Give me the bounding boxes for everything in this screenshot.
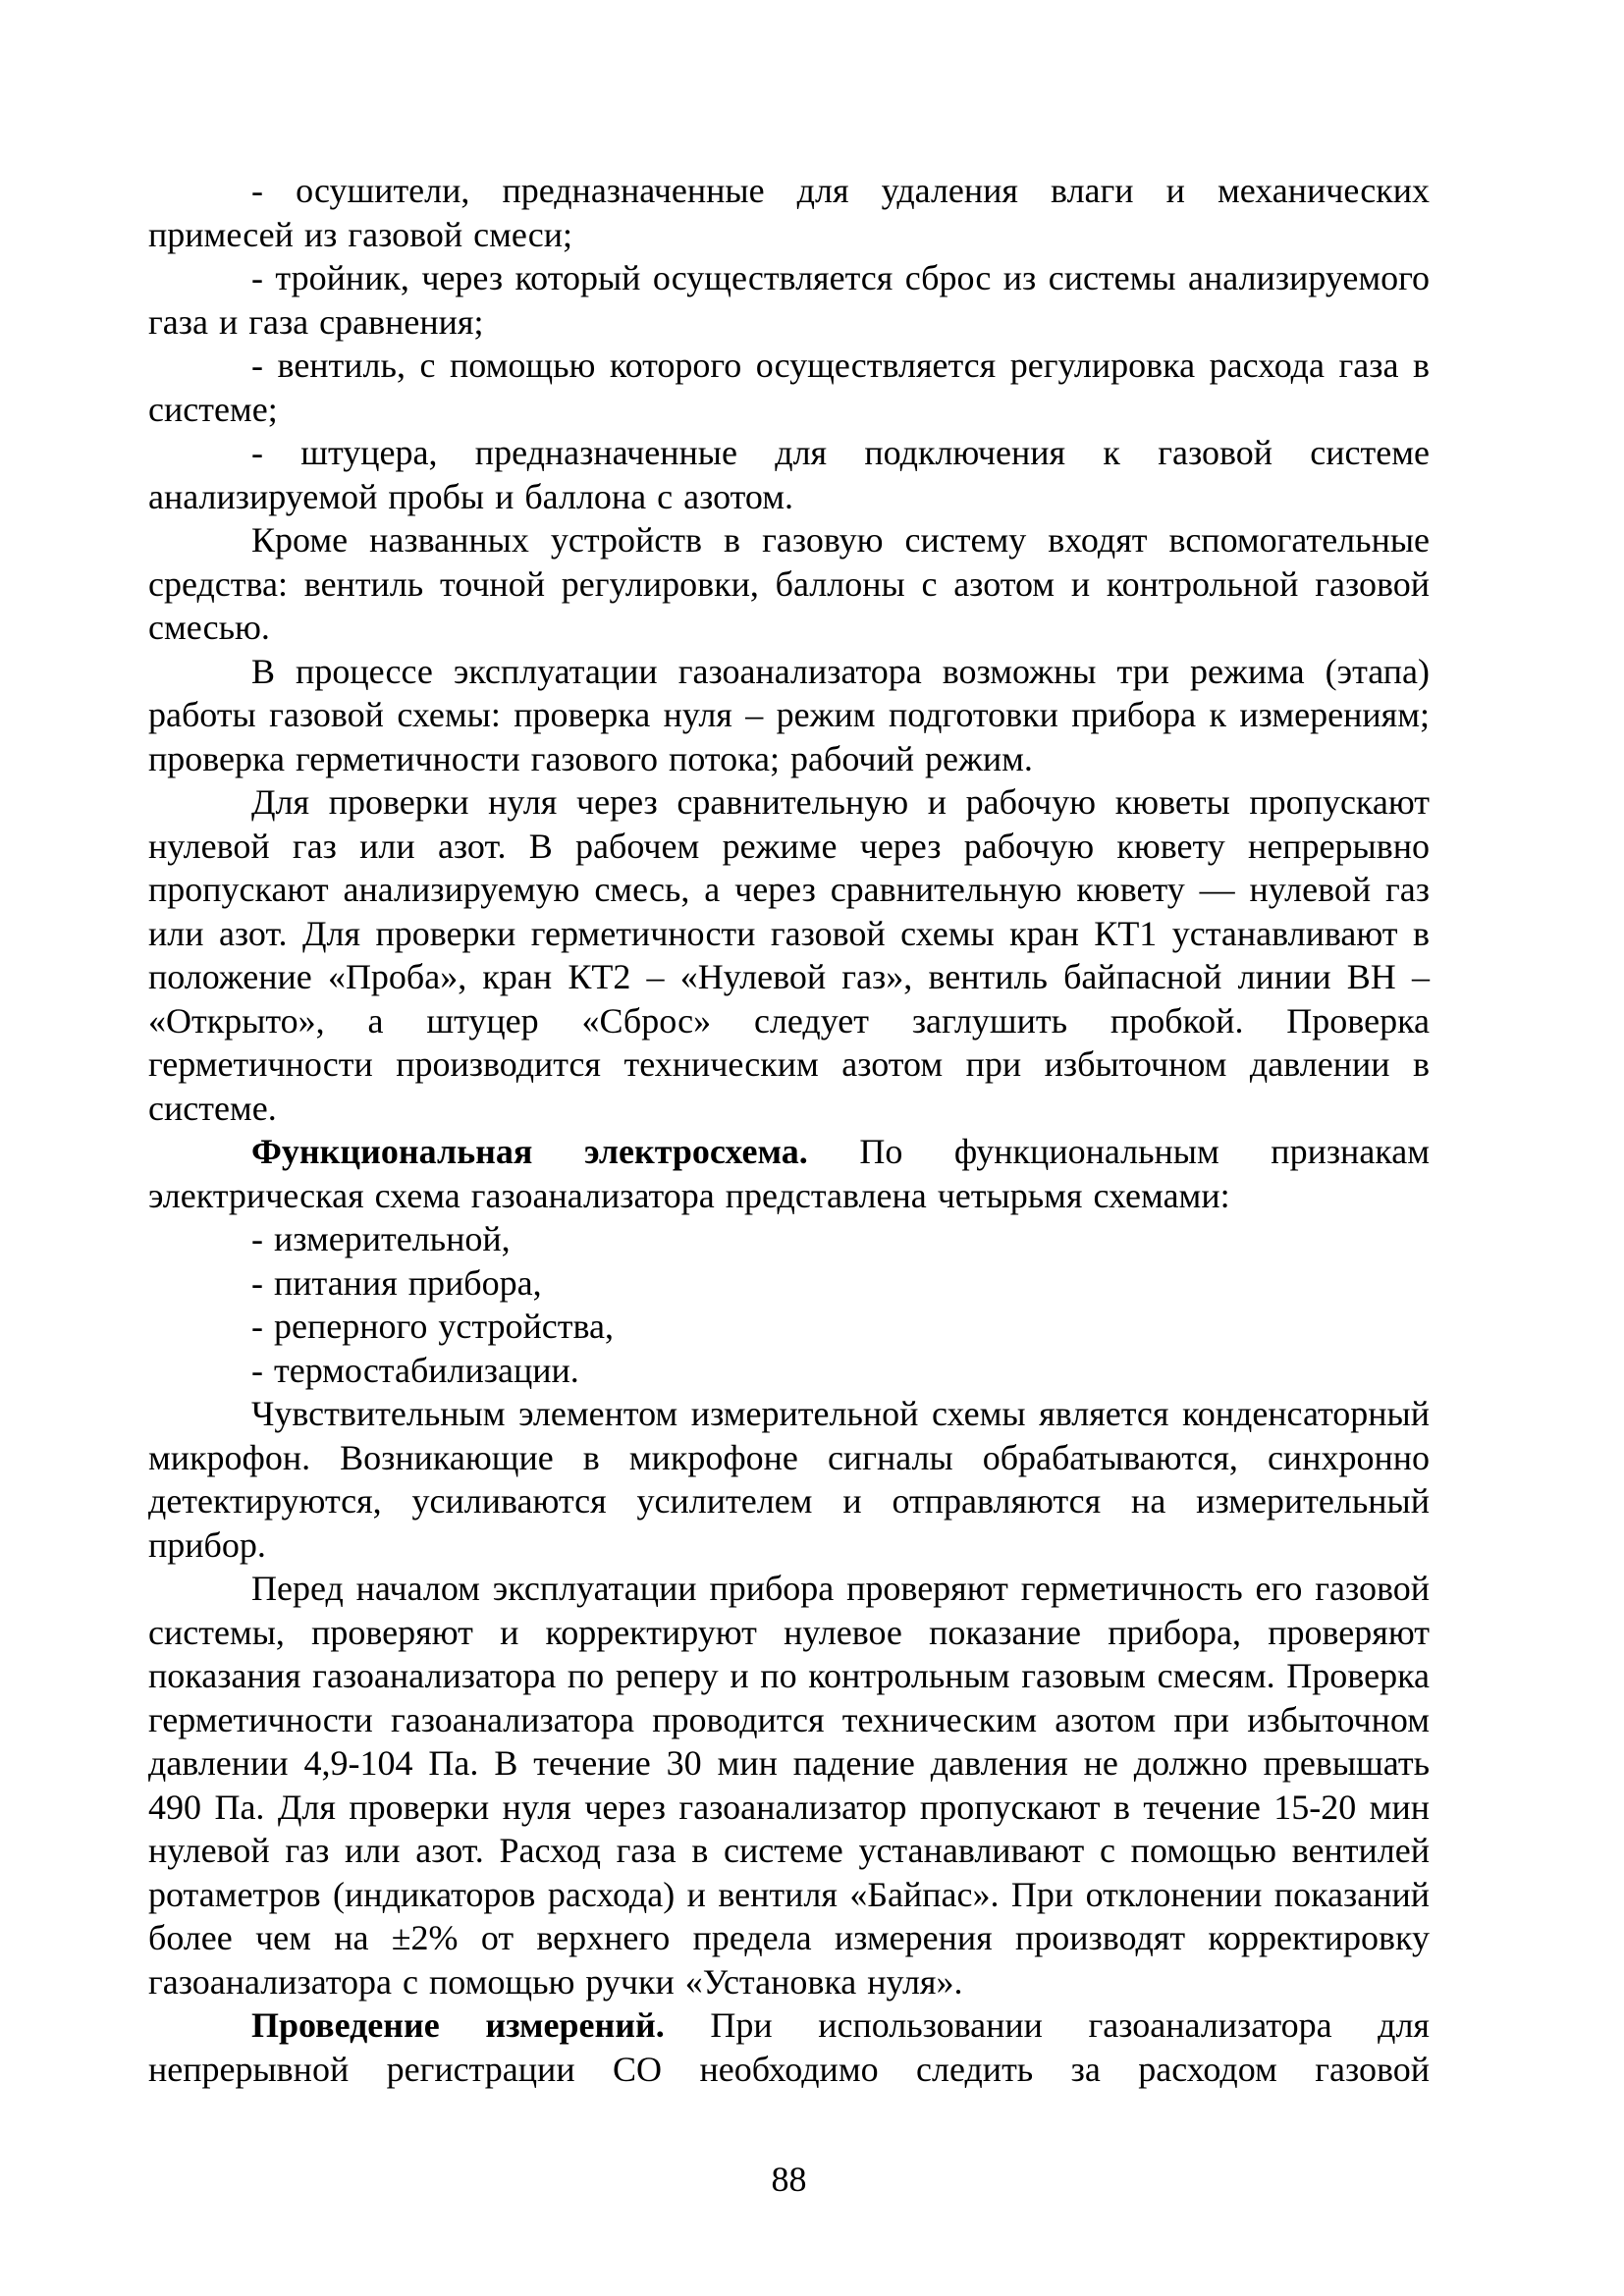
text-block — [148, 169, 1430, 2091]
paragraph: - вентиль, с помощью которого осуществляется регулировка расхода газа в системе; — [148, 346, 1430, 429]
paragraph: - штуцера, предназначенные для подключения к газовой системе анализируемой пробы и баллона с азотом. — [148, 433, 1430, 516]
paragraph: В процессе эксплуатации газоанализатора возможны три режима (этапа) работы газовой схемы: проверка нуля – режим подготовки прибора к измерениям; проверка герметичности газового потока; рабочий режим. — [148, 651, 1430, 778]
paragraph-lead: Функциональная электросхема. — [251, 1132, 808, 1171]
paragraph: Для проверки нуля через сравнительную и рабочую кюветы пропускают нулевой газ или азот. В рабочем режиме через рабочую кювету непрерывно пропускают анализируемую смесь, а через сравнительную кювету — нулевой газ или азот. Для проверки герметичности газовой схемы кран КТ1 устанавливают в положение «Проба», кран КТ2 – «Нулевой газ», вентиль байпасной линии ВН – «Открыто», а штуцер «Сброс» следует заглушить пробкой. Проверка герметичности производится техническим азотом при избыточном давлении в системе. — [148, 782, 1430, 1128]
paragraph: Чувствительным элементом измерительной схемы является конденсаторный микрофон. Возникающие в микрофоне сигналы обрабатываются, синхронно детектируются, усиливаются усилителем и отправляются на измерительный прибор. — [148, 1394, 1430, 1565]
paragraph: - питания прибора, — [251, 1262, 542, 1303]
paragraph-lead: Проведение измерений. — [251, 2005, 665, 2045]
paragraph: Перед началом эксплуатации прибора проверяют герметичность его газовой системы, проверяют и корректируют нулевое показание прибора, проверяют показания газоанализатора по реперу и по контрольным газовым смесям. Проверка герметичности газоанализатора проводится техническим азотом при избыточном давлении 4,9-104 Па. В течение 30 мин падение давления не должно превышать 490 Па. Для проверки нуля через газоанализатор пропускают в течение 15-20 мин нулевой газ или азот. Расход газа в системе устанавливают с помощью вентилей ротаметров (индикаторов расхода) и вентиля «Байпас». При отклонении показаний более чем на ±2% от верхнего предела измерения производят корректировку газоанализатора с помощью ручки «Установка нуля». — [148, 1569, 1430, 2002]
paragraph: - осушители, предназначенные для удаления влаги и механических примесей из газовой смеси; — [148, 171, 1430, 254]
paragraph: - реперного устройства, — [251, 1307, 614, 1346]
paragraph: - термостабилизации. — [251, 1350, 579, 1390]
paragraph: Проведение измерений. При использовании газоанализатора для непрерывной регистрации СО необходимо следить за расходом газовой — [148, 2005, 1430, 2089]
paragraph: - тройник, через который осуществляется сброс из системы анализируемого газа и газа сравнения; — [148, 258, 1430, 342]
paragraph: Функциональная электросхема. По функциональным признакам электрическая схема газоанализатора представлена четырьмя схемами: — [148, 1132, 1431, 1215]
paragraph: - измерительной, — [251, 1219, 511, 1258]
page-number: 88 — [771, 2160, 807, 2199]
paragraph: Кроме названных устройств в газовую систему входят вспомогательные средства: вентиль точной регулировки, баллоны с азотом и контрольной газовой смесью. — [148, 520, 1430, 647]
